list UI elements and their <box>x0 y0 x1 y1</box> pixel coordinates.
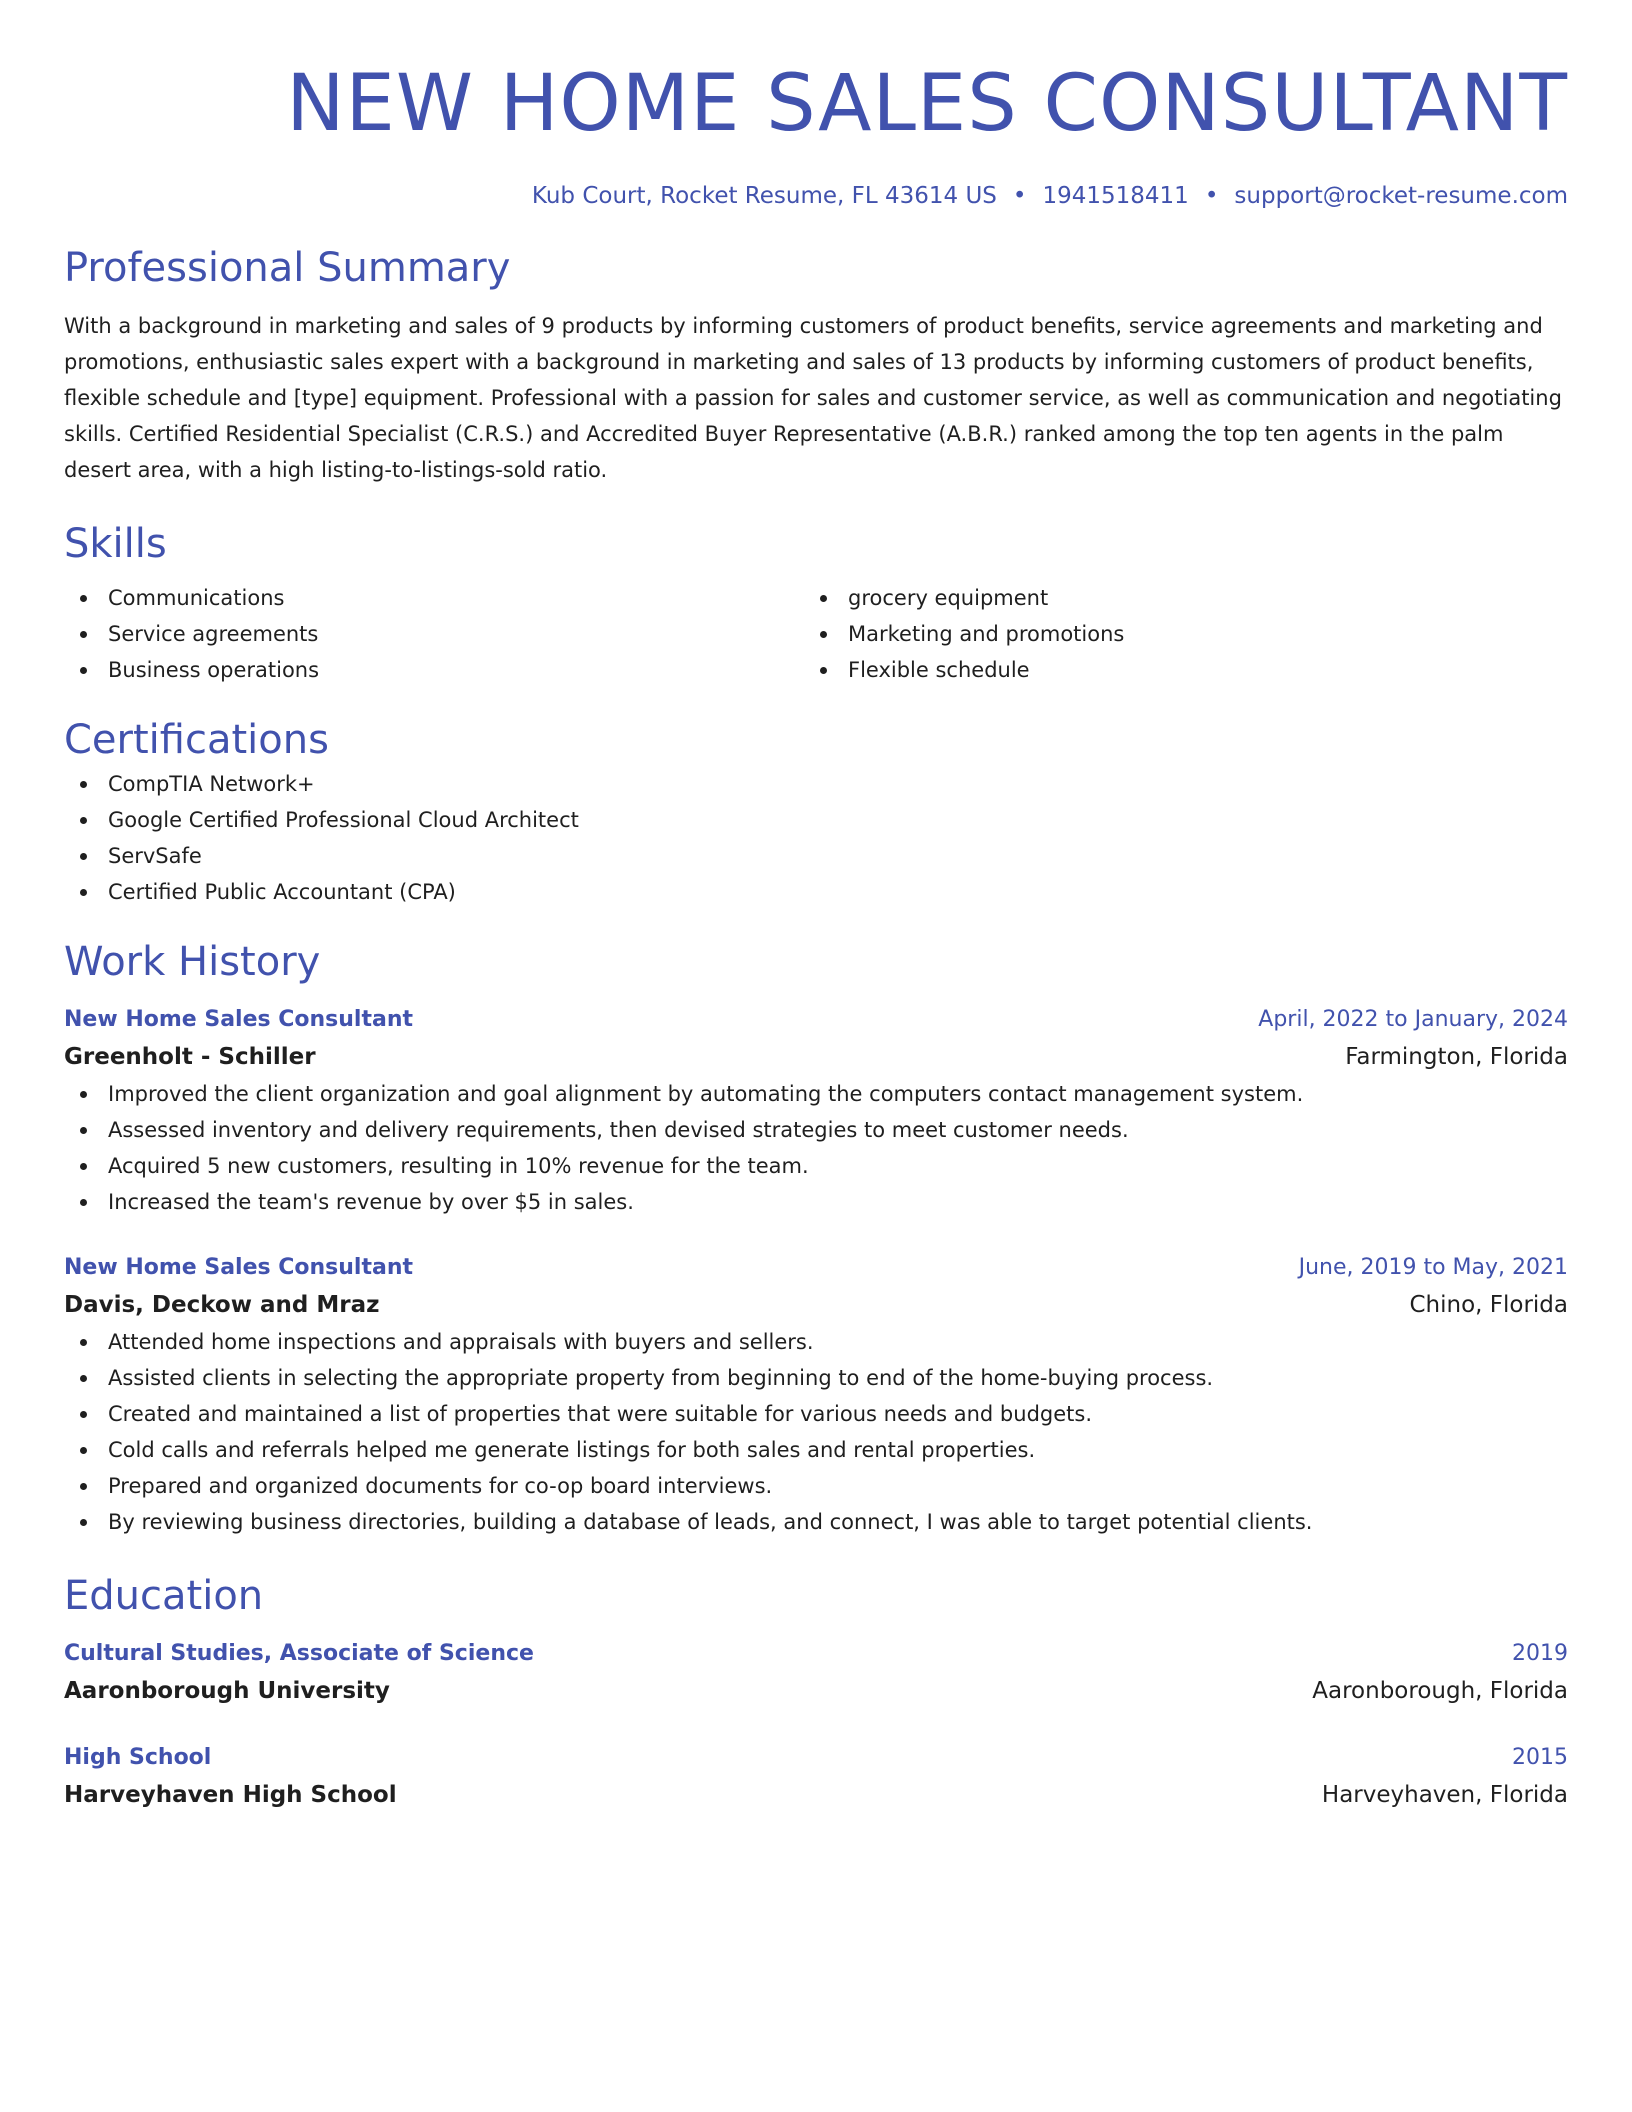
job-bullet: Increased the team's revenue by over $5 in sales. <box>64 1184 1568 1220</box>
skills-list-right <box>804 580 1544 688</box>
job-header-row <box>64 1002 1568 1038</box>
skills-list-left <box>64 580 804 688</box>
education-heading: Education <box>64 1573 264 1619</box>
job-bullet: Assessed inventory and delivery requirements, then devised strategies to meet customer needs. <box>64 1112 1568 1148</box>
education-school: Harveyhaven High School <box>64 1782 397 1808</box>
skill-item: Business operations <box>64 652 804 688</box>
education-year: 2019 <box>1512 1641 1568 1666</box>
job-org-row <box>64 1286 1568 1324</box>
job-company: Davis, Deckow and Mraz <box>64 1292 380 1318</box>
job-bullets <box>64 1324 1568 1540</box>
job-dates: April, 2022 to January, 2024 <box>1258 1007 1568 1032</box>
skill-item: Marketing and promotions <box>804 616 1544 652</box>
contact-address: Kub Court, Rocket Resume, FL 43614 US <box>531 183 997 209</box>
job-role: New Home Sales Consultant <box>64 1255 414 1280</box>
certifications-list <box>64 766 1568 910</box>
education-entry <box>64 1740 1568 1814</box>
skills-heading: Skills <box>64 521 167 567</box>
job-bullet: Assisted clients in selecting the appropriate property from beginning to end of the home-buying process. <box>64 1360 1568 1396</box>
skill-item: Flexible schedule <box>804 652 1544 688</box>
contact-separator: • <box>1204 183 1219 209</box>
education-school-row <box>64 1672 1568 1710</box>
contact-line <box>64 180 1568 212</box>
education-location: Aaronborough, Florida <box>1312 1678 1568 1704</box>
job-entry <box>64 1250 1568 1540</box>
education-degree: Cultural Studies, Associate of Science <box>64 1641 534 1666</box>
job-bullet: Created and maintained a list of properties that were suitable for various needs and budgets. <box>64 1396 1568 1432</box>
certification-item: Certified Public Accountant (CPA) <box>64 874 1568 910</box>
education-header-row <box>64 1740 1568 1776</box>
job-dates: June, 2019 to May, 2021 <box>1298 1255 1568 1280</box>
job-bullet: Cold calls and referrals helped me generate listings for both sales and rental properties. <box>64 1432 1568 1468</box>
education-school-row <box>64 1776 1568 1814</box>
job-org-row <box>64 1038 1568 1076</box>
job-bullet: Improved the client organization and goal alignment by automating the computers contact management system. <box>64 1076 1568 1112</box>
summary-text: With a background in marketing and sales of 9 products by informing customers of product benefits, service agreements and marketing and promotions, enthusiastic sales expert with a background in marketing and sales of 13 products by informing customers of product benefits, flexible schedule and [type] equipment. Professional with a passion for sales and customer service, as well as communication and negotiating skills. Certified Residential Specialist (C.R.S.) and Accredited Buyer Representative (A.B.R.) ranked among the top ten agents in the palm desert area, with a high listing-to-listings-sold ratio. <box>64 314 1562 482</box>
contact-phone: 1941518411 <box>1042 183 1189 209</box>
job-bullet: Prepared and organized documents for co-op board interviews. <box>64 1468 1568 1504</box>
work-history-heading: Work History <box>64 939 321 985</box>
job-location: Farmington, Florida <box>1345 1044 1568 1070</box>
education-school: Aaronborough University <box>64 1678 390 1704</box>
resume-title: NEW HOME SALES CONSULTANT <box>286 59 1568 149</box>
job-header-row <box>64 1250 1568 1286</box>
certification-item: Google Certified Professional Cloud Architect <box>64 802 1568 838</box>
summary-heading: Professional Summary <box>64 245 511 291</box>
job-entry <box>64 1002 1568 1220</box>
skills-grid <box>64 580 1568 688</box>
contact-email: support@rocket-resume.com <box>1234 183 1568 209</box>
job-bullets <box>64 1076 1568 1220</box>
education-year: 2015 <box>1512 1745 1568 1770</box>
job-bullet: Attended home inspections and appraisals with buyers and sellers. <box>64 1324 1568 1360</box>
education-header-row <box>64 1636 1568 1672</box>
certifications-heading: Certifications <box>64 717 329 763</box>
job-role: New Home Sales Consultant <box>64 1007 414 1032</box>
education-location: Harveyhaven, Florida <box>1321 1782 1568 1808</box>
job-bullet: By reviewing business directories, building a database of leads, and connect, I was able to target potential clients. <box>64 1504 1568 1540</box>
job-bullet: Acquired 5 new customers, resulting in 10% revenue for the team. <box>64 1148 1568 1184</box>
education-entry <box>64 1636 1568 1710</box>
skill-item: Communications <box>64 580 804 616</box>
contact-separator: • <box>1012 183 1027 209</box>
job-location: Chino, Florida <box>1409 1292 1568 1318</box>
job-company: Greenholt - Schiller <box>64 1044 316 1070</box>
skill-item: grocery equipment <box>804 580 1544 616</box>
skill-item: Service agreements <box>64 616 804 652</box>
certification-item: CompTIA Network+ <box>64 766 1568 802</box>
resume-header <box>64 54 1568 212</box>
education-degree: High School <box>64 1745 212 1770</box>
certification-item: ServSafe <box>64 838 1568 874</box>
